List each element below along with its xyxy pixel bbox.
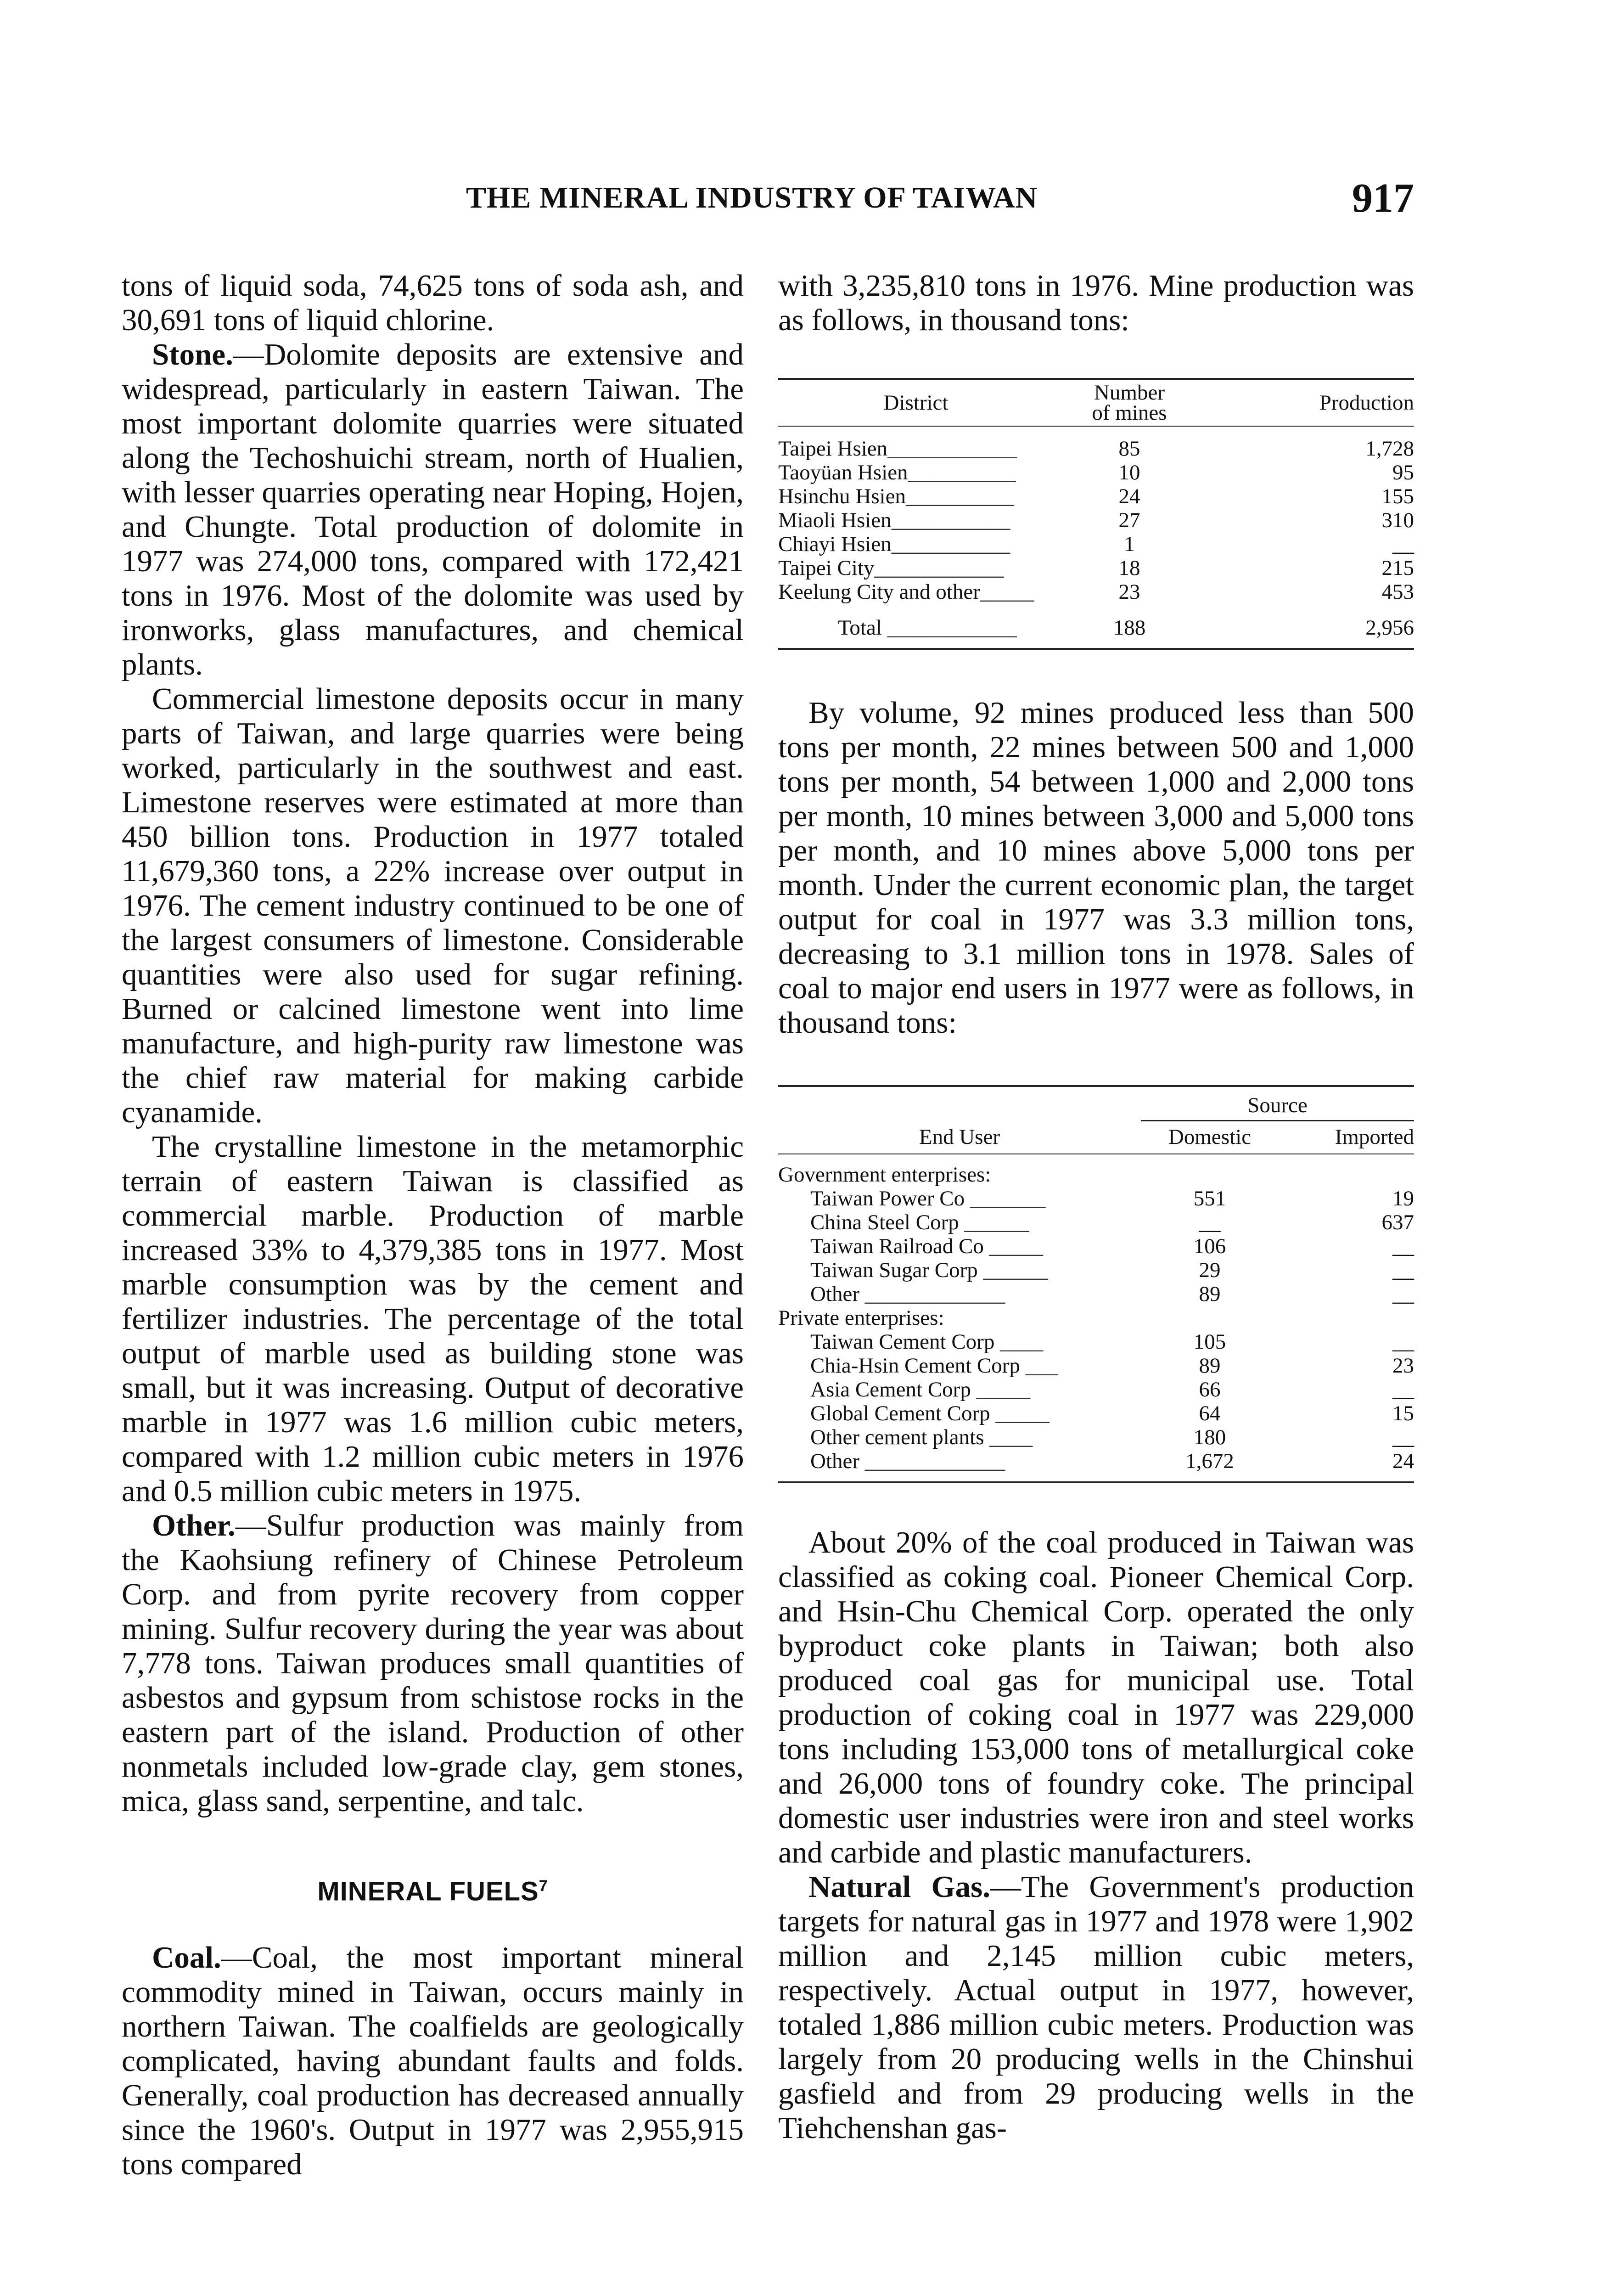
district-cell: [778, 556, 1054, 580]
enduser-table: [778, 1085, 1414, 1483]
right-column: [778, 269, 1414, 2145]
table-header-rule: [778, 426, 1414, 427]
end-user-cell: [778, 1378, 1141, 1401]
production-cell: 155: [1381, 484, 1414, 508]
leader-dots: ____: [989, 1425, 1033, 1449]
end-user-cell: [778, 1449, 1141, 1473]
district-cell: [778, 437, 1054, 461]
leader-dots: __________: [908, 461, 1016, 484]
footnote-marker: 7: [539, 1877, 548, 1895]
header-number-of-mines: [1054, 383, 1205, 423]
other-run-in-head: Other.: [152, 1508, 236, 1542]
mines-cell: 23: [1118, 580, 1140, 604]
group-label: Government enterprises:: [778, 1163, 991, 1187]
header-source: Source: [1141, 1087, 1414, 1121]
leader-dots: _______: [970, 1187, 1046, 1210]
imported-cell: 15: [1392, 1401, 1414, 1425]
leader-dots: ____________: [887, 437, 1017, 461]
leader-dots: _____: [980, 580, 1034, 604]
end-user-name: Taiwan Cement Corp: [810, 1330, 995, 1354]
page-number: 917: [1352, 175, 1414, 221]
table-row: [778, 461, 1414, 484]
domestic-cell: 89: [1199, 1354, 1221, 1378]
district-cell: [778, 484, 1054, 508]
paragraph-volume: By volume, 92 mines produced less than 500 tons per month, 22 mines between 500 and 1,000 tons per month, 54 between 1,000 and 2,000 tons per month, 10 mines between 3,000 and 5,000 tons per month, and 10 mines above 5,000 tons per month. Under the current economic plan, the target output for coal in 1977 was 3.3 million tons, decreasing to 3.1 million tons in 1978. Sales of coal to major end users in 1977 were as follows, in thousand tons:: [778, 696, 1414, 1040]
imported-cell: 23: [1392, 1354, 1414, 1378]
table-row: [778, 1378, 1414, 1401]
district-name: Taipei City: [778, 556, 875, 580]
leader-dots: ______: [983, 1258, 1048, 1282]
total-mines: 188: [1113, 616, 1146, 640]
end-user-name: Chia-Hsin Cement Corp: [810, 1354, 1020, 1378]
table-row: [778, 1210, 1414, 1234]
production-cell: 310: [1381, 508, 1414, 532]
total-label-cell: [778, 616, 1054, 640]
end-user-name: Global Cement Corp: [810, 1401, 990, 1425]
enduser-bottom-rule: [778, 1481, 1414, 1483]
mines-cell: 10: [1118, 461, 1140, 484]
end-user-cell: [778, 1282, 1141, 1306]
section-heading-mineral-fuels: [122, 1869, 744, 1908]
header-source-group: [1141, 1087, 1414, 1154]
leader-dots: ___________: [891, 532, 1010, 556]
domestic-cell: 66: [1199, 1378, 1221, 1401]
end-user-cell: [778, 1354, 1141, 1378]
mine-production-table: [778, 378, 1414, 650]
table-row: [778, 1425, 1414, 1449]
end-user-cell: [778, 1187, 1141, 1210]
district-name: Miaoli Hsien: [778, 508, 892, 532]
domestic-cell: 105: [1193, 1330, 1226, 1354]
table-row: [778, 1187, 1414, 1210]
end-user-cell: [778, 1425, 1141, 1449]
header-district: District: [883, 391, 949, 415]
table-row: [778, 1401, 1414, 1425]
district-cell: [778, 461, 1054, 484]
table-header-row: [778, 380, 1414, 426]
paragraph-mine-intro: with 3,235,810 tons in 1976. Mine production was as follows, in thousand tons:: [778, 269, 1414, 337]
domestic-cell: 29: [1199, 1258, 1221, 1282]
paragraph-marble: The crystalline limestone in the metamorphic terrain of eastern Taiwan is classified as commercial marble. Production of marble increased 33% to 4,379,385 tons in 1977. Most marble consumption was by the cement and fertilizer industries. The percentage of the total output of marble used as building stone was small, but it was increasing. Output of decorative marble in 1977 was 1.6 million cubic meters, compared with 1.2 million cubic meters in 1976 and 0.5 million cubic meters in 1975.: [122, 1130, 744, 1508]
end-user-name: Other cement plants: [810, 1425, 984, 1449]
section-heading-text: MINERAL FUELS: [317, 1876, 539, 1907]
paragraph-soda: tons of liquid soda, 74,625 tons of soda ash, and 30,691 tons of liquid chlorine.: [122, 269, 744, 337]
table-row: [778, 1282, 1414, 1306]
domestic-cell: 106: [1193, 1234, 1226, 1258]
total-production: 2,956: [1365, 616, 1414, 640]
production-cell: 95: [1392, 461, 1414, 484]
table-row: [778, 532, 1414, 556]
paragraph-stone: [122, 338, 744, 682]
table-row: [778, 437, 1414, 461]
mines-cell: 27: [1118, 508, 1140, 532]
leader-dots: ___: [1025, 1354, 1058, 1378]
paragraph-other: [122, 1508, 744, 1818]
leader-dots: _____: [989, 1234, 1044, 1258]
total-label: Total: [838, 616, 882, 640]
end-user-name: Taiwan Power Co: [810, 1187, 965, 1210]
domestic-cell: 180: [1193, 1425, 1226, 1449]
imported-cell: 19: [1392, 1187, 1414, 1210]
district-name: Taipei Hsien: [778, 437, 888, 461]
end-user-cell: [778, 1330, 1141, 1354]
end-user-name: Taiwan Sugar Corp: [810, 1258, 978, 1282]
other-text: —Sulfur production was mainly from the Kaohsiung refinery of Chinese Petroleum Corp. and from pyrite recovery from copper mining. Sulfur recovery during the year was about 7,778 tons. Taiwan produces small quantities of asbestos and gypsum from schistose rocks in the eastern part of the island. Production of other nonmetals included low-grade clay, gem stones, mica, glass sand, serpentine, and talc.: [122, 1508, 744, 1818]
paragraph-natural-gas: [778, 1870, 1414, 2145]
left-column: [122, 269, 744, 2182]
header-domestic: Domestic: [1168, 1125, 1252, 1149]
end-user-cell: [778, 1258, 1141, 1282]
enduser-table-body: [778, 1163, 1414, 1473]
stone-text: —Dolomite deposits are extensive and widespread, particularly in eastern Taiwan. The most important dolomite quarries were situated along the Techoshuichi stream, north of Hualien, with lesser quarries operating near Hoping, Hojen, and Chungte. Total production of dolomite in 1977 was 274,000 tons, compared with 172,421 tons in 1976. Most of the dolomite was used by ironworks, glass manufactures, and chemical plants.: [122, 338, 744, 681]
group-label: Private enterprises:: [778, 1306, 944, 1330]
leader-dots: __________: [906, 484, 1014, 508]
leader-dots: _____: [976, 1378, 1031, 1401]
end-user-name: China Steel Corp: [810, 1210, 959, 1234]
imported-cell: 637: [1381, 1210, 1414, 1234]
district-cell: [778, 580, 1054, 604]
coal-run-in-head: Coal.: [152, 1941, 221, 1975]
leader-dots: _____: [995, 1401, 1050, 1425]
end-user-name: Other: [810, 1282, 860, 1306]
header-number-line1: Number: [1094, 381, 1165, 405]
table-row: [778, 1449, 1414, 1473]
domestic-cell: __: [1199, 1210, 1221, 1234]
header-number-line2: of mines: [1092, 401, 1167, 425]
table-row: [778, 580, 1414, 604]
production-cell: __: [1392, 532, 1414, 556]
enduser-header: [778, 1087, 1414, 1154]
mine-table-body: [778, 437, 1414, 604]
imported-cell: __: [1392, 1330, 1414, 1354]
header-source-subcols: [1141, 1121, 1414, 1154]
total-leader: ____________: [887, 616, 1017, 640]
end-user-cell: [778, 1401, 1141, 1425]
district-cell: [778, 532, 1054, 556]
header-end-user: End User: [919, 1125, 1000, 1149]
table-row: [778, 508, 1414, 532]
paragraph-coal: [122, 1941, 744, 2182]
end-user-name: Taiwan Railroad Co: [810, 1234, 984, 1258]
table-row: [778, 1258, 1414, 1282]
running-header: THE MINERAL INDUSTRY OF TAIWAN: [466, 181, 1038, 214]
leader-dots: ____________: [874, 556, 1004, 580]
paragraph-limestone: Commercial limestone deposits occur in many parts of Taiwan, and large quarries were being worked, particularly in the southwest and east. Limestone reserves were estimated at more than 450 billion tons. Production in 1977 totaled 11,679,360 tons, a 22% increase over output in 1976. The cement industry continued to be one of the largest consumers of limestone. Considerable quantities were also used for sugar refining. Burned or calcined limestone went into lime manufacture, and high-purity raw limestone was the chief raw material for making carbide cyanamide.: [122, 682, 744, 1129]
imported-cell: __: [1392, 1378, 1414, 1401]
end-user-cell: [778, 1210, 1141, 1234]
mines-cell: 18: [1118, 556, 1140, 580]
leader-dots: _____________: [864, 1449, 1005, 1473]
table-row: [778, 1330, 1414, 1354]
table-bottom-rule: [778, 648, 1414, 650]
district-name: Hsinchu Hsien: [778, 484, 906, 508]
coal-text: —Coal, the most important mineral commodity mined in Taiwan, occurs mainly in northern Taiwan. The coalfields are geologically complicated, having abundant faults and folds. Generally, coal production has decreased annually since the 1960's. Output in 1977 was 2,955,915 tons compared: [122, 1941, 744, 2182]
end-user-name: Other: [810, 1449, 860, 1473]
table-row: [778, 556, 1414, 580]
end-user-cell: [778, 1234, 1141, 1258]
district-name: Taoyüan Hsien: [778, 461, 908, 484]
imported-cell: __: [1392, 1258, 1414, 1282]
district-name: Keelung City and other: [778, 580, 980, 604]
domestic-cell: 64: [1199, 1401, 1221, 1425]
mines-cell: 85: [1118, 437, 1140, 461]
domestic-cell: 1,672: [1185, 1449, 1234, 1473]
stone-run-in-head: Stone.: [152, 338, 233, 371]
gas-run-in-head: Natural Gas.: [808, 1870, 990, 1904]
mines-cell: 24: [1118, 484, 1140, 508]
mines-cell: 1: [1124, 532, 1135, 556]
imported-cell: __: [1392, 1234, 1414, 1258]
gas-text: —The Government's production targets for natural gas in 1977 and 1978 were 1,902 million and 2,145 million cubic meters, respectively. Actual output in 1977, however, totaled 1,886 million cubic meters. Production was largely from 20 producing wells in the Chinshui gasfield and from 29 producing wells in the Tiehchenshan gas-: [778, 1870, 1414, 2145]
leader-dots: _____________: [864, 1282, 1005, 1306]
district-cell: [778, 508, 1054, 532]
leader-dots: ______: [964, 1210, 1029, 1234]
end-user-name: Asia Cement Corp: [810, 1378, 971, 1401]
imported-cell: __: [1392, 1425, 1414, 1449]
production-cell: 215: [1381, 556, 1414, 580]
leader-dots: ___________: [891, 508, 1010, 532]
table-total-row: [778, 616, 1414, 640]
production-cell: 1,728: [1365, 437, 1414, 461]
table-row: [778, 1234, 1414, 1258]
header-imported: Imported: [1335, 1125, 1414, 1149]
domestic-cell: 551: [1193, 1187, 1226, 1210]
domestic-cell: 89: [1199, 1282, 1221, 1306]
header-production: Production: [1319, 391, 1414, 415]
table-row: [778, 484, 1414, 508]
leader-dots: ____: [1000, 1330, 1044, 1354]
paragraph-coking: About 20% of the coal produced in Taiwan was classified as coking coal. Pioneer Chemical Corp. and Hsin-Chu Chemical Corp. operated the only byproduct coke plants in Taiwan; both also produced coal gas for municipal use. Total production of coking coal in 1977 was 229,000 tons including 153,000 tons of metallurgical coke and 26,000 tons of foundry coke. The principal domestic user industries were iron and steel works and carbide and plastic manufacturers.: [778, 1525, 1414, 1869]
imported-cell: __: [1392, 1282, 1414, 1306]
district-name: Chiayi Hsien: [778, 532, 892, 556]
production-cell: 453: [1381, 580, 1414, 604]
imported-cell: 24: [1392, 1449, 1414, 1473]
table-row: [778, 1354, 1414, 1378]
